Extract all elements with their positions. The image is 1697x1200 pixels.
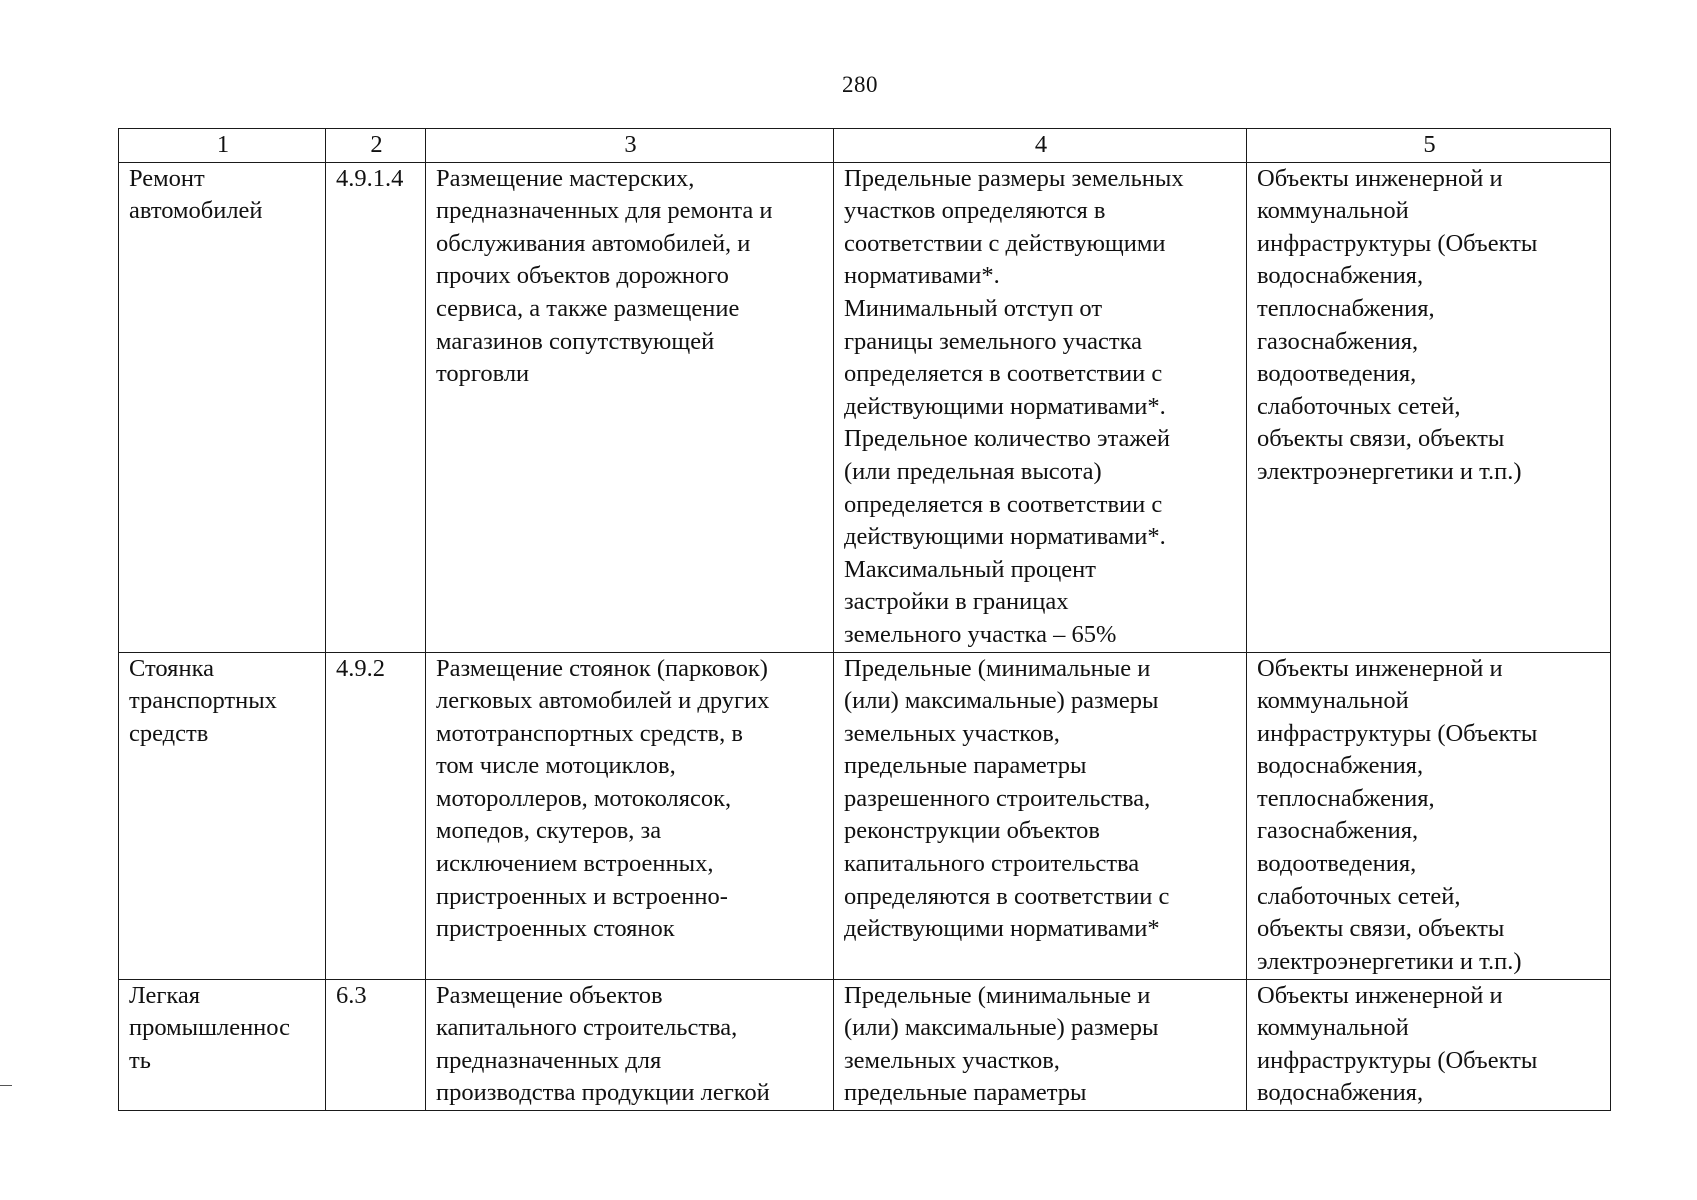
cell-use-code <box>326 162 426 652</box>
cell-use-description <box>426 652 834 979</box>
cell-text-line: Максимальный процент <box>844 555 1096 583</box>
table-row-light-industry <box>119 979 1611 1110</box>
cell-text-line: обслуживания автомобилей, и <box>436 229 751 257</box>
cell-text-line: (или предельная высота) <box>844 457 1102 485</box>
cell-text-line: (или) максимальные) размеры <box>844 1014 1159 1042</box>
cell-text-line: сервиса, а также размещение <box>436 294 740 322</box>
cell-text-line: Объекты инженерной и <box>1257 164 1503 192</box>
cell-limit-parameters <box>834 979 1247 1110</box>
cell-text-line: объекты связи, объекты <box>1257 425 1505 453</box>
cell-text-line: производства продукции легкой <box>436 1079 770 1107</box>
cell-text-line: электроэнергетики и т.п.) <box>1257 457 1522 485</box>
column-number-3: 3 <box>426 129 834 163</box>
cell-text-line: реконструкции объектов <box>844 817 1100 845</box>
cell-text-line: инфраструктуры (Объекты <box>1257 719 1538 747</box>
table-header-row <box>119 129 1611 163</box>
cell-text-line: пристроенных стоянок <box>436 915 675 943</box>
cell-text-line: Предельные (минимальные и <box>844 654 1151 682</box>
cell-text-line: действующими нормативами* <box>844 915 1160 943</box>
cell-text-line: предназначенных для <box>436 1046 662 1074</box>
cell-text-line: земельных участков, <box>844 719 1060 747</box>
cell-text-line: предельные параметры <box>844 1079 1087 1107</box>
cell-text-line: 6.3 <box>336 981 367 1009</box>
cell-text-line: транспортных <box>129 687 277 715</box>
cell-limit-parameters <box>834 652 1247 979</box>
cell-use-name <box>119 162 326 652</box>
cell-text-line: водоснабжения, <box>1257 752 1424 780</box>
cell-text-line: границы земельного участка <box>844 327 1143 355</box>
cell-text-line: магазинов сопутствующей <box>436 327 715 355</box>
cell-text-line: предназначенных для ремонта и <box>436 197 773 225</box>
cell-text-line: Минимальный отступ от <box>844 294 1103 322</box>
cell-text-line: действующими нормативами*. <box>844 523 1166 551</box>
cell-text-line: средств <box>129 719 209 747</box>
cell-text-line: газоснабжения, <box>1257 327 1419 355</box>
cell-use-name <box>119 652 326 979</box>
table-row-vehicle-parking <box>119 652 1611 979</box>
cell-text-line: автомобилей <box>129 197 263 225</box>
cell-text-line: исключением встроенных, <box>436 850 714 878</box>
cell-text-line: слаботочных сетей, <box>1257 882 1461 910</box>
cell-text-line: водоснабжения, <box>1257 1079 1424 1107</box>
cell-text-line: Предельное количество этажей <box>844 425 1170 453</box>
cell-text-line: мопедов, скутеров, за <box>436 817 662 845</box>
cell-text-line: соответствии с действующими <box>844 229 1166 257</box>
cell-text-line: инфраструктуры (Объекты <box>1257 1046 1538 1074</box>
cell-text-line: ть <box>129 1046 151 1074</box>
cell-text-line: коммунальной <box>1257 687 1409 715</box>
cell-text-line: капитального строительства <box>844 850 1140 878</box>
margin-mark <box>0 1085 12 1086</box>
cell-use-description <box>426 162 834 652</box>
cell-text-line: торговли <box>436 360 530 388</box>
cell-text-line: 4.9.2 <box>336 654 385 682</box>
cell-text-line: газоснабжения, <box>1257 817 1419 845</box>
cell-text-line: электроэнергетики и т.п.) <box>1257 947 1522 975</box>
page-number: 280 <box>842 72 878 97</box>
cell-text-line: прочих объектов дорожного <box>436 262 729 290</box>
cell-auxiliary-uses <box>1247 162 1611 652</box>
cell-text-line: 4.9.1.4 <box>336 164 404 192</box>
cell-text-line: водоотведения, <box>1257 360 1417 388</box>
cell-text-line: объекты связи, объекты <box>1257 915 1505 943</box>
cell-text-line: нормативами*. <box>844 262 1000 290</box>
cell-text-line: земельного участка – 65% <box>844 620 1117 648</box>
cell-text-line: Предельные размеры земельных <box>844 164 1184 192</box>
cell-text-line: коммунальной <box>1257 197 1409 225</box>
cell-text-line: коммунальной <box>1257 1014 1409 1042</box>
cell-text-line: том числе мотоциклов, <box>436 752 676 780</box>
cell-text-line: Размещение объектов <box>436 981 663 1009</box>
cell-text-line: Легкая <box>129 981 201 1009</box>
cell-text-line: водоотведения, <box>1257 850 1417 878</box>
cell-text-line: легковых автомобилей и других <box>436 687 770 715</box>
cell-text-line: Предельные (минимальные и <box>844 981 1151 1009</box>
cell-text-line: водоснабжения, <box>1257 262 1424 290</box>
column-number-1: 1 <box>119 129 326 163</box>
cell-auxiliary-uses <box>1247 979 1611 1110</box>
land-use-table <box>118 128 1611 1111</box>
cell-text-line: теплоснабжения, <box>1257 784 1435 812</box>
cell-text-line: мотороллеров, мотоколясок, <box>436 784 732 812</box>
cell-use-name <box>119 979 326 1110</box>
cell-text-line: определяются в соответствии с <box>844 882 1170 910</box>
column-number-5: 5 <box>1247 129 1611 163</box>
cell-text-line: мототранспортных средств, в <box>436 719 743 747</box>
cell-text-line: Размещение стоянок (парковок) <box>436 654 768 682</box>
cell-text-line: определяется в соответствии с <box>844 490 1163 518</box>
cell-auxiliary-uses <box>1247 652 1611 979</box>
cell-text-line: пристроенных и встроенно- <box>436 882 728 910</box>
cell-text-line: Размещение мастерских, <box>436 164 695 192</box>
column-number-2: 2 <box>326 129 426 163</box>
cell-limit-parameters <box>834 162 1247 652</box>
cell-text-line: Ремонт <box>129 164 205 192</box>
cell-use-code <box>326 652 426 979</box>
cell-text-line: действующими нормативами*. <box>844 392 1166 420</box>
cell-text-line: застройки в границах <box>844 588 1069 616</box>
cell-text-line: Стоянка <box>129 654 214 682</box>
column-number-4: 4 <box>834 129 1247 163</box>
cell-text-line: предельные параметры <box>844 752 1087 780</box>
cell-text-line: капитального строительства, <box>436 1014 738 1042</box>
cell-text-line: теплоснабжения, <box>1257 294 1435 322</box>
cell-text-line: Объекты инженерной и <box>1257 654 1503 682</box>
table-row-auto-repair <box>119 162 1611 652</box>
cell-text-line: Объекты инженерной и <box>1257 981 1503 1009</box>
cell-use-code <box>326 979 426 1110</box>
cell-text-line: разрешенного строительства, <box>844 784 1151 812</box>
cell-text-line: определяется в соответствии с <box>844 360 1163 388</box>
cell-text-line: промышленнос <box>129 1014 291 1042</box>
cell-text-line: (или) максимальные) размеры <box>844 687 1159 715</box>
cell-text-line: участков определяются в <box>844 197 1106 225</box>
cell-use-description <box>426 979 834 1110</box>
cell-text-line: земельных участков, <box>844 1046 1060 1074</box>
cell-text-line: слаботочных сетей, <box>1257 392 1461 420</box>
cell-text-line: инфраструктуры (Объекты <box>1257 229 1538 257</box>
